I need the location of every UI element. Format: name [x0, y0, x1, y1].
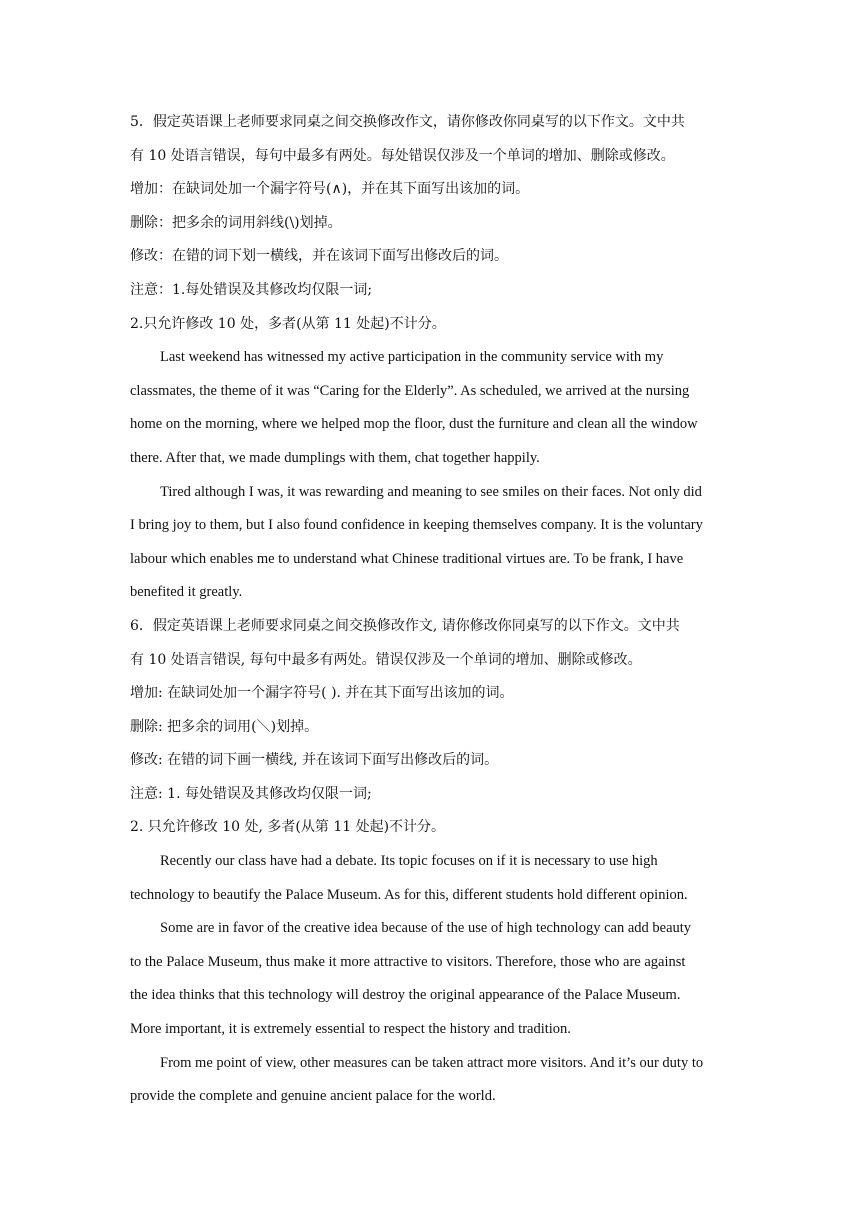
q6-essay-line: Recently our class have had a debate. Its topic focuses on if it is necessary to use high — [160, 853, 658, 870]
q5-rule-modify: 修改：在错的词下划一横线，并在该词下面写出修改后的词。 — [130, 248, 508, 265]
q5-essay-line: there. After that, we made dumplings with them, chat together happily. — [130, 449, 540, 466]
q5-intro-line-2: 有 10 处语言错误，每句中最多有两处。每处错误仅涉及一个单词的增加、删除或修改。 — [130, 147, 675, 164]
q6-essay-paragraph-2 — [130, 912, 730, 1046]
q6-essay-line: the idea thinks that this technology will destroy the original appearance of the Palace Museum. — [130, 987, 681, 1004]
document-body — [130, 106, 730, 1114]
question-5 — [130, 106, 730, 610]
q6-essay-line: provide the complete and genuine ancient palace for the world. — [130, 1088, 496, 1105]
q6-note-1: 注意: 1. 每处错误及其修改均仅限一词; — [130, 785, 372, 802]
q5-essay-line: home on the morning, where we helped mop the floor, dust the furniture and clean all the window — [130, 416, 698, 433]
q6-essay-line: to the Palace Museum, thus make it more attractive to visitors. Therefore, those who are against — [130, 953, 686, 970]
question-6 — [130, 610, 730, 1114]
q5-rule-delete: 删除：把多余的词用斜线(\)划掉。 — [130, 214, 342, 231]
q6-rule-delete: 删除: 把多余的词用(＼)划掉。 — [130, 718, 319, 735]
q5-note-1: 注意：1.每处错误及其修改均仅限一词; — [130, 281, 373, 298]
q5-essay-line: classmates, the theme of it was “Caring for the Elderly”. As scheduled, we arrived at the nursing — [130, 382, 690, 399]
q6-rule-modify: 修改: 在错的词下画一横线, 并在该词下面写出修改后的词。 — [130, 752, 499, 769]
q6-essay-line: Some are in favor of the creative idea because of the use of high technology can add beauty — [160, 920, 692, 937]
q6-intro-line-1: 6．假定英语课上老师要求同桌之间交换修改作文, 请你修改你同桌写的以下作文。文中共 — [130, 617, 680, 634]
q6-note-2: 2. 只允许修改 10 处, 多者(从第 11 处起)不计分。 — [130, 819, 446, 836]
q6-essay-line: More important, it is extremely essential to respect the history and tradition. — [130, 1021, 571, 1038]
q6-essay-line: technology to beautify the Palace Museum. As for this, different students hold different opinion. — [130, 886, 688, 903]
q5-essay-paragraph-2 — [130, 476, 730, 610]
q6-essay-paragraph-3 — [130, 1047, 730, 1114]
q5-intro-line-1: 5．假定英语课上老师要求同桌之间交换修改作文，请你修改你同桌写的以下作文。文中共 — [130, 114, 685, 130]
q5-rule-add: 增加：在缺词处加一个漏字符号(∧)，并在其下面写出该加的词。 — [130, 181, 530, 198]
q5-essay-paragraph-1 — [130, 341, 730, 475]
q5-essay-line: labour which enables me to understand what Chinese traditional virtues are. To be frank, I have — [130, 550, 684, 567]
q5-essay-line: I bring joy to them, but I also found confidence in keeping themselves company. It is the voluntary — [130, 517, 703, 534]
q5-essay-line: Tired although I was, it was rewarding and meaning to see smiles on their faces. Not only did — [160, 483, 702, 500]
q5-essay-line: benefited it greatly. — [130, 584, 243, 601]
q6-essay-paragraph-1 — [130, 845, 730, 912]
q5-note-2: 2.只允许修改 10 处，多者(从第 11 处起)不计分。 — [130, 315, 446, 332]
q6-essay-line: From me point of view, other measures can be taken attract more visitors. And it’s our duty to — [160, 1054, 704, 1071]
q5-essay-line: Last weekend has witnessed my active participation in the community service with my — [160, 349, 664, 366]
q6-rule-add: 增加: 在缺词处加一个漏字符号( ). 并在其下面写出该加的词。 — [130, 685, 514, 702]
q6-intro-line-2: 有 10 处语言错误, 每句中最多有两处。错误仅涉及一个单词的增加、删除或修改。 — [130, 651, 642, 668]
